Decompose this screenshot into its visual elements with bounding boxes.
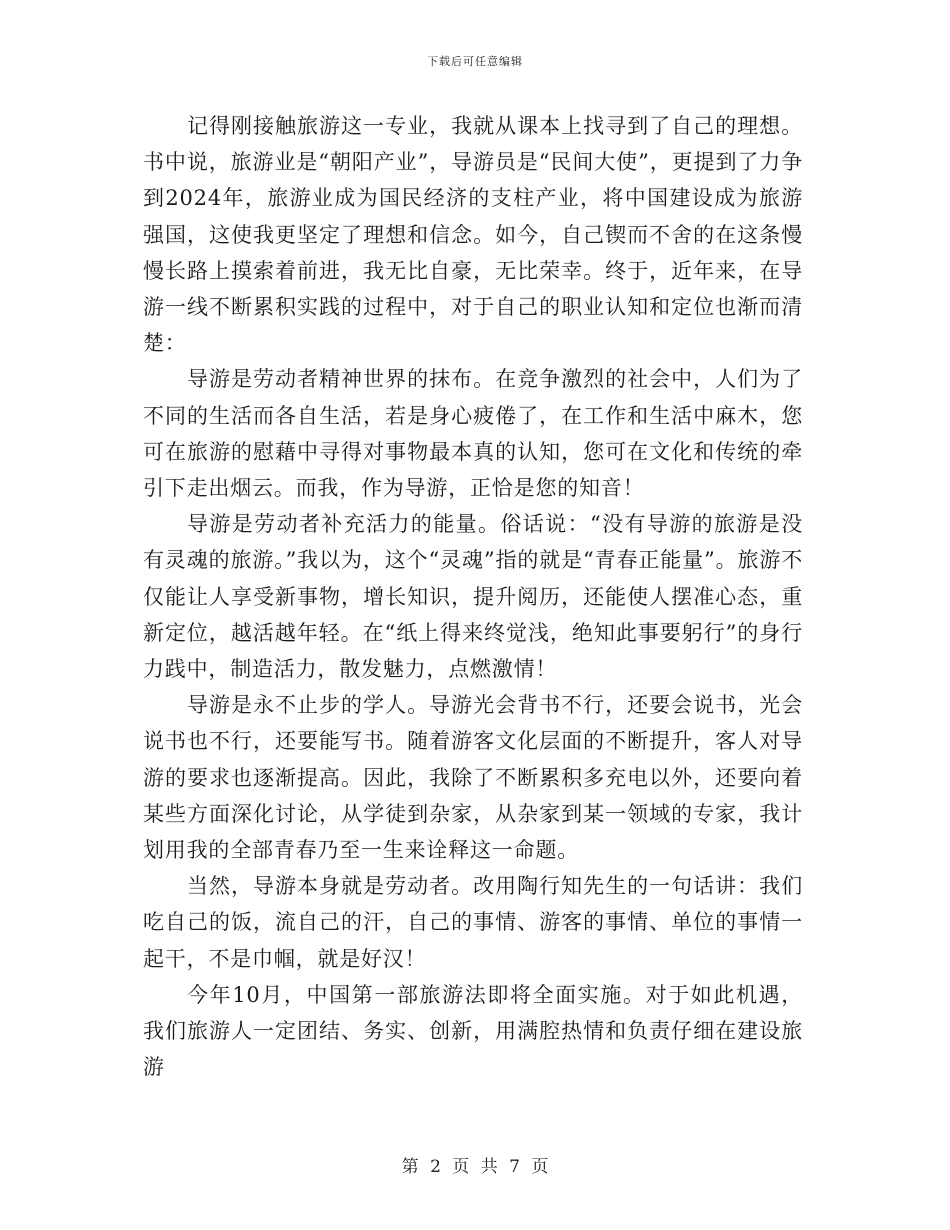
page-number: 第 2 页 共 7 页 xyxy=(401,1157,549,1177)
document-body xyxy=(143,108,803,1085)
paragraph-worker: 当然，导游本身就是劳动者。改用陶行知先生的一句话讲：我们吃自己的饭，流自己的汗，自己的事情、游客的事情、单位的事情一起干，不是巾帼，就是好汉！ xyxy=(143,874,803,971)
paragraph-learner: 导游是永不止步的学人。导游光会背书不行，还要会说书，光会说书也不行，还要能写书。随着游客文化层面的不断提升，客人对导游的要求也逐渐提高。因此，我除了不断累积多充电以外，还要向着某些方面深化讨论，从学徒到杂家，从杂家到某一领域的专家，我计划用我的全部青春乃至一生来诠释这一命题。 xyxy=(143,693,803,863)
paragraph-spiritual-cloth: 导游是劳动者精神世界的抹布。在竞争激烈的社会中，人们为了不同的生活而各自生活，若是身心疲倦了，在工作和生活中麻木，您可在旅游的慰藉中寻得对事物最本真的认知，您可在文化和传统的牵引下走出烟云。而我，作为导游，正恰是您的知音！ xyxy=(143,367,803,501)
paragraph-intro: 记得刚接触旅游这一专业，我就从课本上找寻到了自己的理想。书中说，旅游业是“朝阳产业”，导游员是“民间大使”，更提到了力争到2024年，旅游业成为国民经济的支柱产业，将中国建设成为旅游强国，这使我更坚定了理想和信念。如今，自己锲而不舍的在这条慢慢长路上摸索着前进，我无比自豪，无比荣幸。终于，近年来，在导游一线不断累积实践的过程中，对于自己的职业认知和定位也渐而清楚： xyxy=(143,114,803,356)
page-header-note: 下载后可任意编辑 xyxy=(427,55,523,68)
paragraph-tourism-law: 今年10月，中国第一部旅游法即将全面实施。对于如此机遇，我们旅游人一定团结、务实、创新，用满腔热情和负责仔细在建设旅游 xyxy=(143,982,803,1080)
paragraph-energy: 导游是劳动者补充活力的能量。俗话说：“没有导游的旅游是没有灵魂的旅游。”我以为，这个“灵魂”指的就是“青春正能量”。旅游不仅能让人享受新事物，增长知识，提升阅历，还能使人摆准心态，重新定位，越活越年轻。在“纸上得来终觉浅，绝知此事要躬行”的身行力践中，制造活力，散发魅力，点燃激情！ xyxy=(143,512,803,682)
